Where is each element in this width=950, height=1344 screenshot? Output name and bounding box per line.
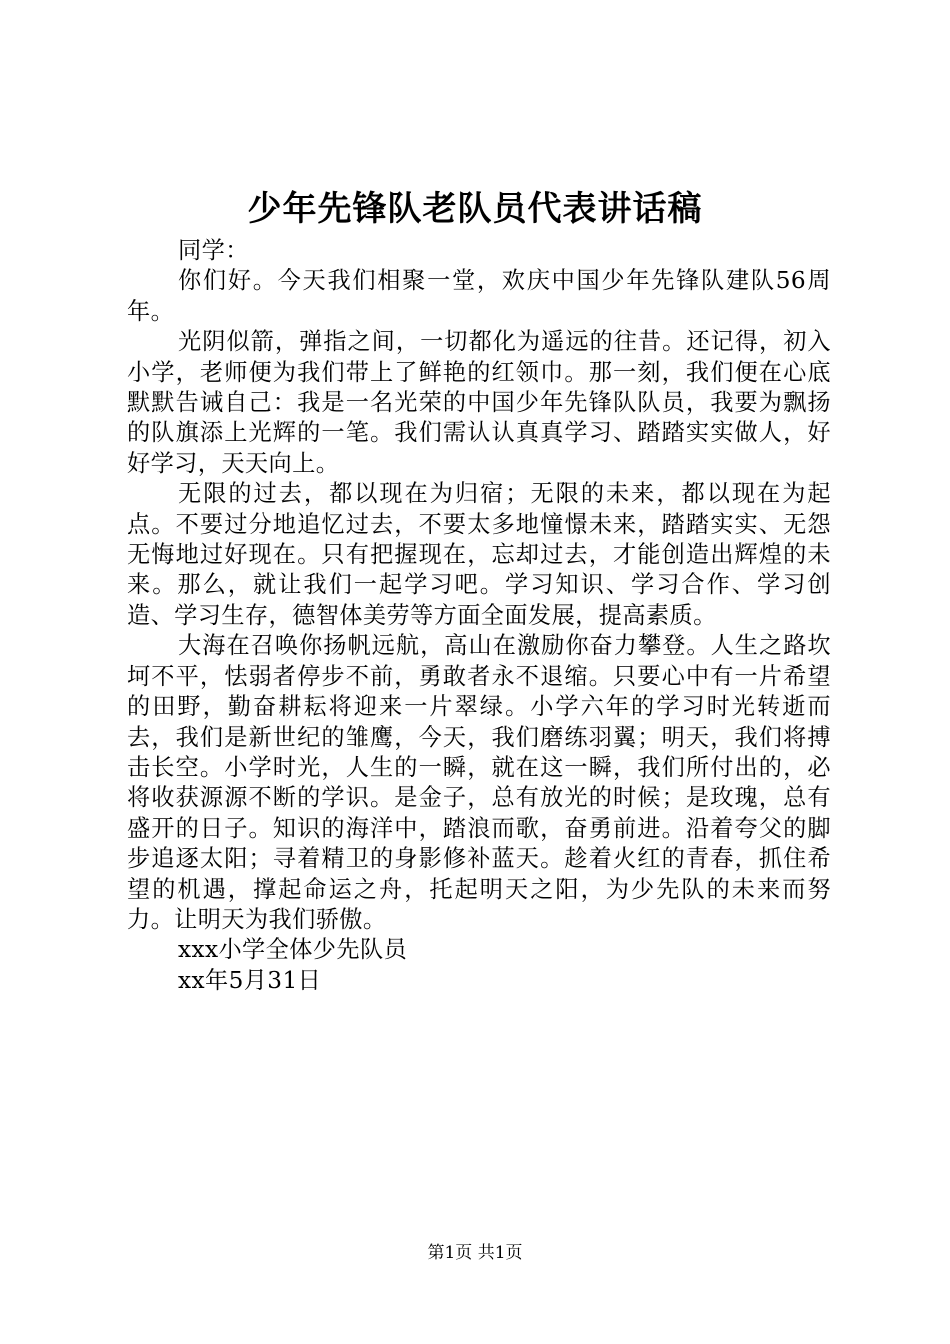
paragraph-future: 大海在召唤你扬帆远航，高山在激励你奋力攀登。人生之路坎坷不平，怯弱者停步不前，勇敢者永不退缩。只要心中有一片希望的田野，勤奋耕耘将迎来一片翠绿。小学六年的学习时光转逝而去，我们是新世纪的雏鹰，今天，我们磨练羽翼；明天，我们将搏击长空。小学时光，人生的一瞬，就在这一瞬，我们所付出的，必将收获源源不断的学识。是金子，总有放光的时候；是玫瑰，总有盛开的日子。知识的海洋中，踏浪而歌，奋勇前进。沿着夸父的脚步追逐太阳；寻着精卫的身影修补蓝天。趁着火红的青春，抓住希望的机遇，撑起命运之舟，托起明天之阳，为少先队的未来而努力。让明天为我们骄傲。: [127, 632, 831, 933]
date: xx年5月31日: [178, 966, 322, 994]
paragraph-greeting: 你们好。今天我们相聚一堂，欢庆中国少年先锋队建队56周年。: [127, 267, 831, 325]
salutation: 同学：: [178, 237, 249, 264]
paragraph-memories: 光阴似箭，弹指之间，一切都化为遥远的往昔。还记得，初入小学，老师便为我们带上了鲜艳的红领巾。那一刻，我们便在心底默默告诫自己：我是一名光荣的中国少年先锋队队员，我要为飘扬的队旗添上光辉的一笔。我们需认认真真学习、踏踏实实做人，好好学习，天天向上。: [127, 328, 831, 477]
document-body: [127, 236, 831, 996]
document-title: 少年先锋队老队员代表讲话稿: [247, 189, 703, 229]
signature: xxx小学全体少先队员: [178, 936, 408, 964]
page-footer: 第1页 共1页: [427, 1243, 523, 1263]
paragraph-present: 无限的过去，都以现在为归宿；无限的未来，都以现在为起点。不要过分地追忆过去，不要太多地憧憬未来，踏踏实实、无怨无悔地过好现在。只有把握现在，忘却过去，才能创造出辉煌的未来。那么，就让我们一起学习吧。学习知识、学习合作、学习创造、学习生存，德智体美劳等方面全面发展，提高素质。: [127, 480, 831, 629]
